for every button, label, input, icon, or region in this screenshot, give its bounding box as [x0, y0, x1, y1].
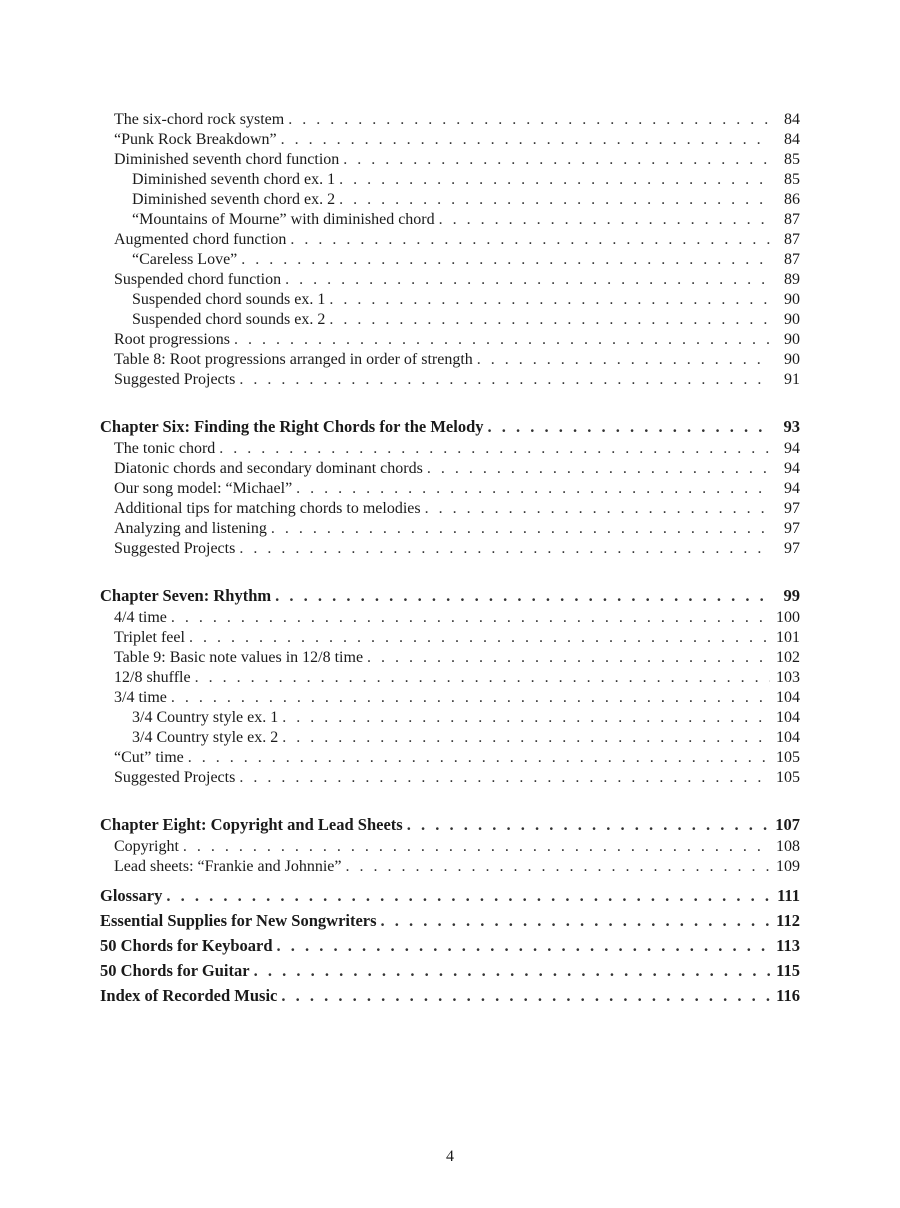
dot-leader — [345, 857, 770, 877]
dot-leader — [296, 479, 770, 499]
backmatter-entry[interactable] — [100, 983, 800, 1008]
entry-title: Suggested Projects — [114, 540, 236, 557]
entry-title: Triplet feel — [114, 629, 185, 646]
toc-entry[interactable] — [100, 350, 800, 370]
dot-leader — [288, 110, 770, 130]
toc-entry[interactable] — [100, 370, 800, 390]
entry-title: Augmented chord function — [114, 231, 287, 248]
entry-page-number: 90 — [784, 351, 800, 368]
entry-page-number: 101 — [776, 629, 800, 646]
toc-entry[interactable] — [100, 150, 800, 170]
entry-title: Our song model: “Michael” — [114, 480, 293, 497]
toc-entry[interactable] — [100, 459, 800, 479]
dot-leader — [219, 439, 770, 459]
dot-leader — [477, 350, 770, 370]
toc-entry[interactable] — [100, 648, 800, 668]
entry-title: 3/4 Country style ex. 2 — [132, 729, 279, 746]
chapter-heading[interactable]: Chapter Six: Finding the Right Chords for the Melody . . . 93 — [100, 414, 800, 439]
entry-page-number: 100 — [776, 609, 800, 626]
toc-entry[interactable] — [100, 708, 800, 728]
entry-page-number: 94 — [784, 440, 800, 457]
dot-leader — [367, 648, 770, 668]
entry-title: Copyright — [114, 838, 179, 855]
entry-page-number: 115 — [776, 961, 800, 980]
entry-page-number: 97 — [784, 520, 800, 537]
entry-page-number: 112 — [776, 911, 800, 930]
entry-page-number: 87 — [784, 211, 800, 228]
entry-page-number: 84 — [784, 131, 800, 148]
toc-section-chapter-six — [100, 414, 800, 559]
toc-entry[interactable] — [100, 290, 800, 310]
dot-leader — [290, 230, 770, 250]
dot-leader — [183, 837, 770, 857]
entry-title: Suggested Projects — [114, 769, 236, 786]
entry-page-number: 94 — [784, 460, 800, 477]
dot-leader — [195, 668, 770, 688]
entry-page-number: 104 — [776, 729, 800, 746]
entry-page-number: 102 — [776, 649, 800, 666]
entry-title: Additional tips for matching chords to melodies — [114, 500, 421, 517]
toc-entry[interactable] — [100, 110, 800, 130]
entry-page-number: 87 — [784, 231, 800, 248]
entry-page-number: 104 — [776, 689, 800, 706]
toc-section-chapter-seven — [100, 583, 800, 788]
chapter-heading[interactable]: Chapter Eight: Copyright and Lead Sheets . . . 107 — [100, 812, 800, 837]
entry-title: Table 9: Basic note values in 12/8 time — [114, 649, 364, 666]
toc-entry[interactable] — [100, 857, 800, 877]
toc-entry[interactable] — [100, 270, 800, 290]
entry-title: Lead sheets: “Frankie and Johnnie” — [114, 858, 342, 875]
entry-page-number: 97 — [784, 540, 800, 557]
entry-page-number: 94 — [784, 480, 800, 497]
dot-leader — [239, 370, 770, 390]
dot-leader — [439, 210, 770, 230]
entry-page-number: 91 — [784, 371, 800, 388]
toc-section-continued — [100, 110, 800, 390]
entry-page-number: 104 — [776, 709, 800, 726]
dot-leader — [234, 330, 770, 350]
toc-entry[interactable] — [100, 439, 800, 459]
entry-title: Diminished seventh chord ex. 1 — [132, 171, 336, 188]
entry-title: “Punk Rock Breakdown” — [114, 131, 277, 148]
dot-leader — [166, 883, 770, 908]
dot-leader — [329, 290, 770, 310]
toc-entry[interactable] — [100, 728, 800, 748]
entry-page-number: 85 — [784, 171, 800, 188]
toc-entry[interactable] — [100, 608, 800, 628]
entry-title: Suspended chord sounds ex. 2 — [132, 311, 326, 328]
backmatter-entry[interactable] — [100, 933, 800, 958]
backmatter-entry[interactable] — [100, 908, 800, 933]
dot-leader — [339, 170, 770, 190]
entry-title: 50 Chords for Guitar — [100, 961, 250, 980]
entry-title: Index of Recorded Music — [100, 986, 278, 1005]
table-of-contents — [100, 110, 800, 1032]
dot-leader — [339, 190, 770, 210]
dot-leader — [239, 768, 770, 788]
toc-entry[interactable] — [100, 210, 800, 230]
entry-page-number: 90 — [784, 311, 800, 328]
toc-entry[interactable] — [100, 499, 800, 519]
entry-page-number: 109 — [776, 858, 800, 875]
toc-entry[interactable] — [100, 250, 800, 270]
toc-entry[interactable] — [100, 130, 800, 150]
entry-title: Table 8: Root progressions arranged in order of strength — [114, 351, 473, 368]
dot-leader — [254, 958, 770, 983]
dot-leader — [285, 270, 770, 290]
entry-title: Diminished seventh chord ex. 2 — [132, 191, 336, 208]
backmatter-entry[interactable] — [100, 883, 800, 908]
toc-entry[interactable] — [100, 330, 800, 350]
dot-leader — [239, 539, 770, 559]
entry-page-number: 113 — [776, 936, 800, 955]
toc-section-chapter-eight — [100, 812, 800, 877]
entry-page-number: 105 — [776, 769, 800, 786]
dot-leader — [282, 728, 770, 748]
entry-title: “Cut” time — [114, 749, 184, 766]
page-number: 4 — [446, 1148, 454, 1165]
entry-page-number: 89 — [784, 271, 800, 288]
entry-page-number: 105 — [776, 749, 800, 766]
entry-page-number: 116 — [776, 986, 800, 1005]
entry-page-number: 90 — [784, 331, 800, 348]
entry-title: Diatonic chords and secondary dominant chords — [114, 460, 423, 477]
dot-leader — [188, 748, 770, 768]
toc-entry[interactable] — [100, 688, 800, 708]
entry-title: 4/4 time — [114, 609, 167, 626]
dot-leader — [381, 908, 770, 933]
entry-page-number: 111 — [777, 886, 800, 905]
toc-entry[interactable] — [100, 768, 800, 788]
dot-leader — [281, 130, 770, 150]
entry-page-number: 84 — [784, 111, 800, 128]
entry-page-number: 85 — [784, 151, 800, 168]
entry-title: Diminished seventh chord function — [114, 151, 340, 168]
entry-title: Root progressions — [114, 331, 230, 348]
entry-title: 3/4 time — [114, 689, 167, 706]
dot-leader — [427, 459, 770, 479]
entry-page-number: 108 — [776, 838, 800, 855]
entry-page-number: 103 — [776, 669, 800, 686]
entry-page-number: 97 — [784, 500, 800, 517]
dot-leader — [425, 499, 770, 519]
entry-title: Analyzing and listening — [114, 520, 267, 537]
entry-title: “Mountains of Mourne” with diminished chord — [132, 211, 435, 228]
dot-leader — [343, 150, 770, 170]
entry-title: Suspended chord function — [114, 271, 282, 288]
dot-leader — [189, 628, 770, 648]
entry-title: The tonic chord — [114, 440, 216, 457]
toc-entry[interactable] — [100, 837, 800, 857]
toc-entry[interactable] — [100, 190, 800, 210]
toc-entry[interactable] — [100, 519, 800, 539]
toc-entry[interactable] — [100, 170, 800, 190]
toc-entry[interactable] — [100, 628, 800, 648]
dot-leader — [282, 708, 770, 728]
toc-entry[interactable] — [100, 230, 800, 250]
entry-title: 3/4 Country style ex. 1 — [132, 709, 279, 726]
entry-page-number: 90 — [784, 291, 800, 308]
dot-leader — [329, 310, 770, 330]
entry-page-number: 86 — [784, 191, 800, 208]
toc-entry[interactable] — [100, 668, 800, 688]
dot-leader — [271, 519, 770, 539]
dot-leader — [171, 688, 770, 708]
dot-leader — [171, 608, 770, 628]
dot-leader — [281, 983, 770, 1008]
backmatter-entry[interactable] — [100, 958, 800, 983]
toc-entry[interactable] — [100, 539, 800, 559]
entry-page-number: 87 — [784, 251, 800, 268]
toc-section-backmatter — [100, 883, 800, 1008]
entry-title: Suspended chord sounds ex. 1 — [132, 291, 326, 308]
entry-title: “Careless Love” — [132, 251, 238, 268]
dot-leader — [241, 250, 770, 270]
entry-title: Suggested Projects — [114, 371, 236, 388]
entry-title: Essential Supplies for New Songwriters — [100, 911, 377, 930]
entry-title: 50 Chords for Keyboard — [100, 936, 273, 955]
entry-title: The six-chord rock system — [114, 111, 285, 128]
toc-entry[interactable] — [100, 748, 800, 768]
entry-title: Glossary — [100, 886, 163, 905]
chapter-heading[interactable]: Chapter Seven: Rhythm . . . 99 — [100, 583, 800, 608]
entry-title: 12/8 shuffle — [114, 669, 191, 686]
toc-entry[interactable] — [100, 310, 800, 330]
dot-leader — [277, 933, 771, 958]
toc-entry[interactable] — [100, 479, 800, 499]
